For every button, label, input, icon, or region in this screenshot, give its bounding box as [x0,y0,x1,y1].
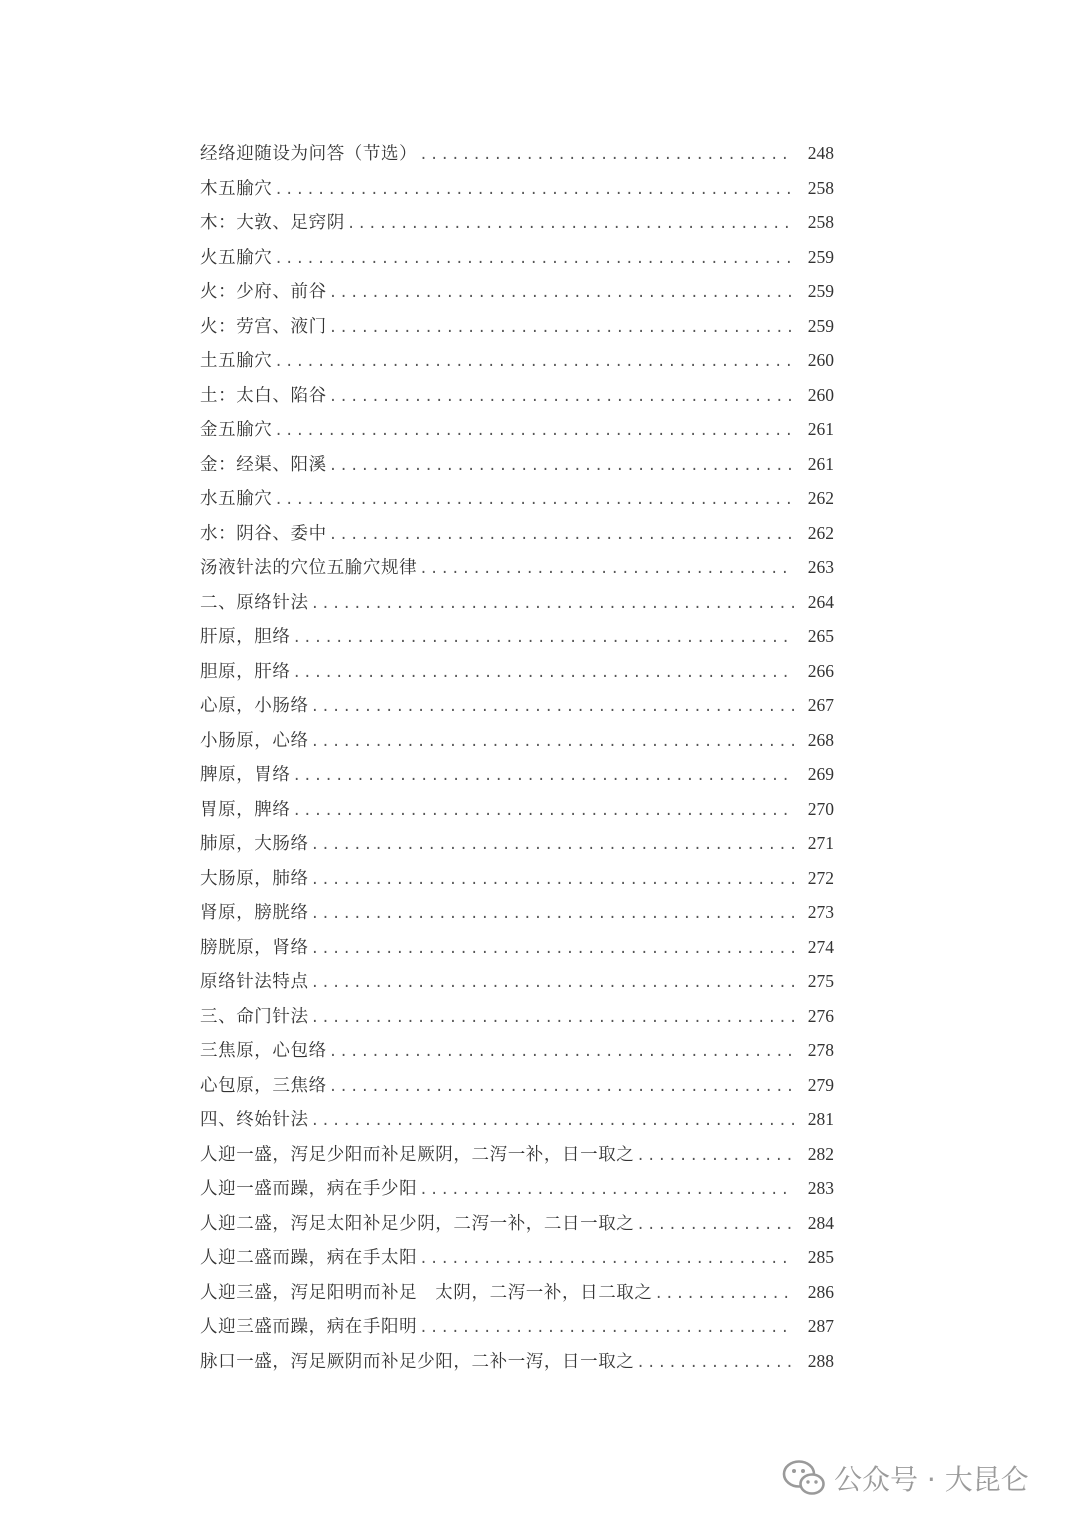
toc-entry [200,171,834,206]
toc-entry [200,1309,834,1344]
dot-leader [419,138,794,173]
toc-entry-title: 汤液针法的穴位五腧穴规律 [200,558,418,578]
toc-entry [200,964,834,999]
toc-entry-title: 三焦原，心包络 [200,1041,327,1061]
dot-leader [311,1104,794,1139]
dot-leader [636,1346,794,1381]
toc-entry-page-number: 288 [807,1350,834,1371]
toc-entry-title: 人迎三盛，泻足阳明而补足 太阴，二泻一补，日二取之 [200,1282,653,1303]
toc-entry-page-number: 270 [807,798,834,819]
toc-entry [200,792,834,827]
toc-entry-title: 人迎二盛而躁，病在手太阳 [200,1248,418,1268]
table-of-contents [200,136,834,1378]
toc-entry-page-number: 271 [807,833,834,853]
dot-leader [274,414,794,449]
toc-entry [200,1033,834,1068]
toc-entry-page-number: 282 [807,1143,834,1164]
toc-entry-page-number: 263 [807,557,834,577]
toc-entry [200,999,834,1034]
dot-leader [311,690,794,725]
toc-entry-title: 人迎一盛，泻足少阳而补足厥阴，二泻一补，日一取之 [200,1144,635,1165]
dot-leader [419,1311,794,1346]
toc-entry-page-number: 261 [807,419,834,439]
toc-entry [200,447,834,482]
dot-leader [274,242,794,277]
toc-entry [200,309,834,344]
dot-leader [311,725,794,760]
dot-leader [329,449,794,484]
toc-entry-page-number: 248 [807,143,834,163]
toc-entry-title: 原络针法特点 [200,972,309,992]
toc-entry-title: 膀胱原，肾络 [200,937,309,958]
toc-entry-title: 经络迎随设为问答（节选） [200,144,418,164]
dot-leader [636,1208,794,1243]
toc-entry [200,1206,834,1241]
dot-leader [329,276,794,311]
toc-entry-page-number: 268 [807,729,834,750]
toc-entry-title: 心原，小肠络 [200,696,309,716]
watermark-text: 公众号 · 大昆仑 [834,1463,1029,1496]
toc-entry-title: 人迎一盛而躁，病在手少阳 [200,1179,418,1199]
toc-entry [200,688,834,723]
toc-entry [200,240,834,275]
dot-leader [274,345,794,380]
toc-entry [200,516,834,551]
toc-entry-page-number: 283 [807,1178,834,1198]
toc-entry-page-number: 259 [807,246,834,267]
dot-leader [329,311,794,346]
toc-entry-title: 水五腧穴 [200,489,273,509]
dot-leader [293,656,795,691]
toc-entry [200,550,834,585]
dot-leader [293,794,795,829]
dot-leader [419,1242,794,1277]
toc-entry [200,1068,834,1103]
dot-leader [274,483,794,518]
toc-entry-title: 心包原，三焦络 [200,1075,327,1096]
dot-leader [311,587,794,622]
toc-entry-title: 火五腧穴 [200,247,273,268]
toc-entry [200,1275,834,1310]
toc-entry [200,205,834,240]
toc-entry-page-number: 276 [807,1005,834,1026]
dot-leader [293,621,795,656]
toc-entry-title: 金：经渠、阳溪 [200,454,327,475]
wechat-icon [782,1458,826,1498]
toc-entry [200,723,834,758]
dot-leader [655,1277,795,1312]
dot-leader [311,932,794,967]
watermark [782,1458,1029,1498]
toc-entry-title: 肺原，大肠络 [200,834,309,854]
toc-entry-page-number: 262 [807,488,834,508]
toc-entry-title: 二、原络针法 [200,592,309,613]
toc-entry-page-number: 261 [807,453,834,474]
dot-leader [419,552,794,587]
toc-entry-title: 胃原，脾络 [200,799,291,820]
toc-entry [200,481,834,516]
toc-entry-page-number: 260 [807,350,834,370]
toc-entry-page-number: 275 [807,971,834,991]
toc-entry-page-number: 287 [807,1316,834,1336]
toc-entry [200,136,834,171]
toc-entry-title: 土：太白、陷谷 [200,385,327,406]
toc-entry-page-number: 258 [807,212,834,232]
dot-leader [419,1173,794,1208]
dot-leader [311,1001,794,1036]
toc-entry [200,585,834,620]
toc-entry [200,1102,834,1137]
toc-entry-title: 四、终始针法 [200,1110,309,1130]
toc-entry-title: 木五腧穴 [200,178,273,199]
toc-entry-page-number: 259 [807,281,834,301]
toc-entry [200,1137,834,1172]
toc-entry-page-number: 265 [807,626,834,646]
toc-entry-title: 肝原，胆络 [200,627,291,647]
toc-entry-title: 小肠原，心络 [200,730,309,751]
toc-entry-page-number: 279 [807,1074,834,1095]
toc-entry-title: 脉口一盛，泻足厥阴而补足少阳，二补一泻，日一取之 [200,1351,635,1372]
dot-leader [311,863,794,898]
toc-entry [200,1344,834,1379]
toc-entry [200,1171,834,1206]
toc-entry-title: 木：大敦、足窍阴 [200,213,345,233]
dot-leader [329,1035,794,1070]
toc-entry-title: 三、命门针法 [200,1006,309,1027]
dot-leader [311,966,794,1001]
dot-leader [347,207,794,242]
dot-leader [329,1070,794,1105]
toc-entry-page-number: 269 [807,764,834,784]
toc-entry-page-number: 259 [807,315,834,336]
toc-entry [200,343,834,378]
dot-leader [311,828,794,863]
toc-entry-page-number: 264 [807,591,834,612]
toc-entry-page-number: 272 [807,867,834,888]
toc-entry-page-number: 281 [807,1109,834,1129]
toc-entry [200,412,834,447]
toc-entry-page-number: 258 [807,177,834,198]
toc-entry-page-number: 266 [807,660,834,681]
toc-entry-page-number: 278 [807,1040,834,1060]
toc-entry [200,1240,834,1275]
toc-entry-page-number: 284 [807,1212,834,1233]
toc-entry-title: 肾原，膀胱络 [200,903,309,923]
toc-entry [200,757,834,792]
toc-entry [200,861,834,896]
dot-leader [329,518,794,553]
toc-entry [200,654,834,689]
toc-entry-page-number: 273 [807,902,834,922]
toc-entry-title: 人迎三盛而躁，病在手阳明 [200,1317,418,1337]
toc-entry-title: 土五腧穴 [200,351,273,371]
dot-leader [636,1139,794,1174]
toc-entry-title: 脾原，胃络 [200,765,291,785]
toc-entry-title: 火：劳宫、液门 [200,316,327,337]
toc-entry-page-number: 267 [807,695,834,715]
toc-entry-title: 金五腧穴 [200,420,273,440]
toc-entry-title: 人迎二盛，泻足太阳补足少阴，二泻一补，二日一取之 [200,1213,635,1234]
dot-leader [274,173,794,208]
toc-entry [200,619,834,654]
toc-entry-title: 火：少府、前谷 [200,282,327,302]
toc-entry [200,895,834,930]
toc-entry-page-number: 260 [807,384,834,405]
toc-entry-page-number: 262 [807,522,834,543]
toc-entry-page-number: 286 [807,1281,834,1302]
toc-entry [200,274,834,309]
dot-leader [293,759,795,794]
toc-entry-title: 胆原，肝络 [200,661,291,682]
toc-entry-page-number: 285 [807,1247,834,1267]
toc-entry-page-number: 274 [807,936,834,957]
toc-entry [200,826,834,861]
dot-leader [329,380,794,415]
toc-entry-title: 大肠原，肺络 [200,868,309,889]
toc-entry-title: 水：阴谷、委中 [200,523,327,544]
toc-entry [200,378,834,413]
toc-entry [200,930,834,965]
dot-leader [311,897,794,932]
